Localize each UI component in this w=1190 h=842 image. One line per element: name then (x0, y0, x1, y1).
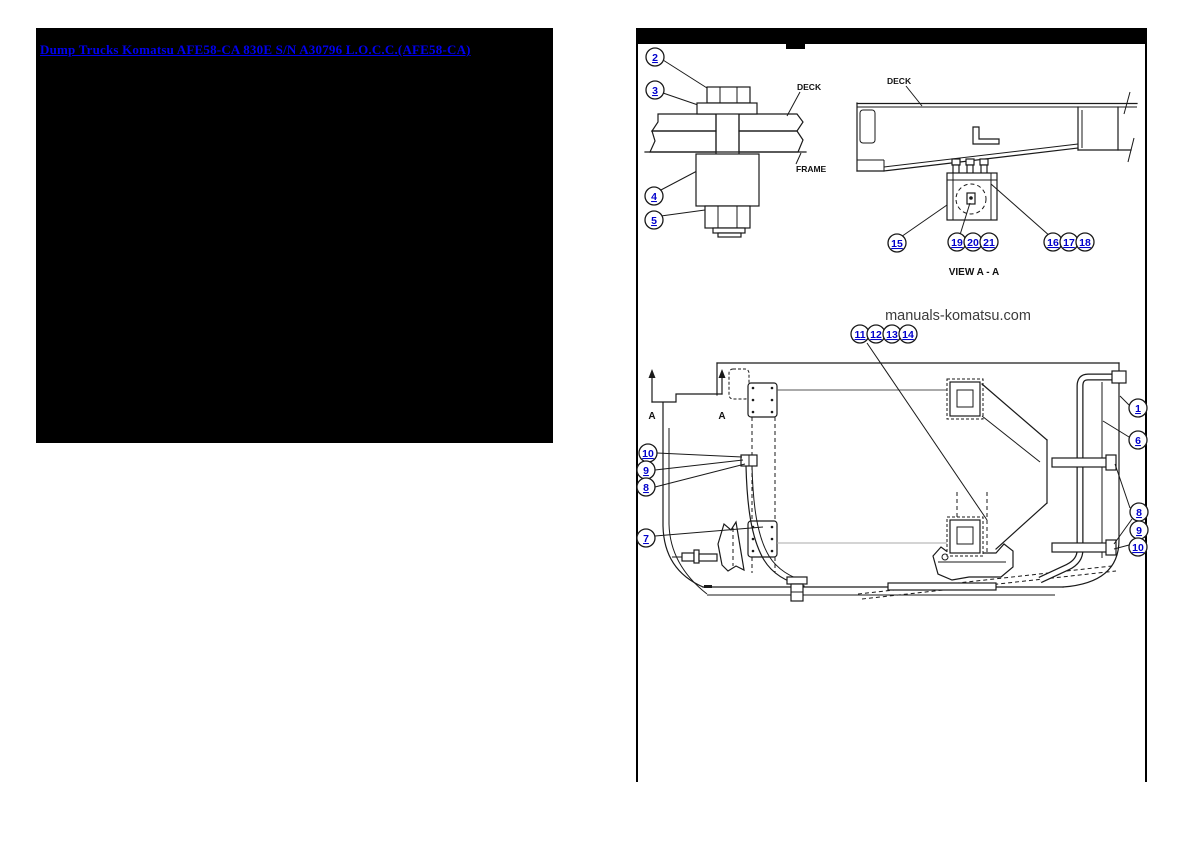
callout-number-14[interactable]: 14 (902, 329, 914, 341)
callout-number-12[interactable]: 12 (870, 329, 882, 341)
section-a-label-left: A (648, 411, 656, 422)
callout-number-15[interactable]: 15 (891, 238, 903, 250)
callout-number-11[interactable]: 11 (854, 329, 866, 341)
callout-number-4[interactable]: 4 (651, 191, 657, 203)
watermark-text: manuals-komatsu.com (885, 308, 1031, 324)
callout-number-8[interactable]: 8 (643, 482, 649, 494)
deck-label-bolt-detail: DECK (797, 82, 822, 92)
plan-view-drawing (648, 343, 1132, 601)
callout-number-21[interactable]: 21 (983, 237, 995, 249)
deck-label-side-view: DECK (887, 76, 912, 86)
callout-number-17[interactable]: 17 (1063, 237, 1075, 249)
callout-number-1[interactable]: 1 (1135, 403, 1141, 415)
callout-number-9[interactable]: 9 (643, 465, 649, 477)
callout-number-7[interactable]: 7 (643, 533, 649, 545)
panel-frame (636, 28, 1146, 782)
callout-number-9[interactable]: 9 (1136, 525, 1142, 537)
callout-number-18[interactable]: 18 (1079, 237, 1091, 249)
callout-number-2[interactable]: 2 (652, 52, 658, 64)
view-aa-label: VIEW A - A (948, 267, 1000, 278)
callout-number-8[interactable]: 8 (1136, 507, 1142, 519)
bolt-detail-drawing (645, 60, 827, 237)
callout-number-19[interactable]: 19 (951, 237, 963, 249)
callouts (637, 48, 1148, 556)
callout-number-5[interactable]: 5 (651, 215, 657, 227)
callout-number-13[interactable]: 13 (886, 329, 898, 341)
callout-number-10[interactable]: 10 (642, 448, 654, 460)
frame-label-bolt-detail: FRAME (796, 164, 827, 174)
callout-number-16[interactable]: 16 (1047, 237, 1059, 249)
callout-number-6[interactable]: 6 (1135, 435, 1141, 447)
callout-number-20[interactable]: 20 (967, 237, 979, 249)
callout-number-3[interactable]: 3 (652, 85, 658, 97)
callout-number-10[interactable]: 10 (1132, 542, 1144, 554)
manual-title-link[interactable]: Dump Trucks Komatsu AFE58-CA 830E S/N A30796 L.O.C.C.(AFE58-CA) (40, 42, 471, 57)
section-a-label-right: A (718, 411, 726, 422)
